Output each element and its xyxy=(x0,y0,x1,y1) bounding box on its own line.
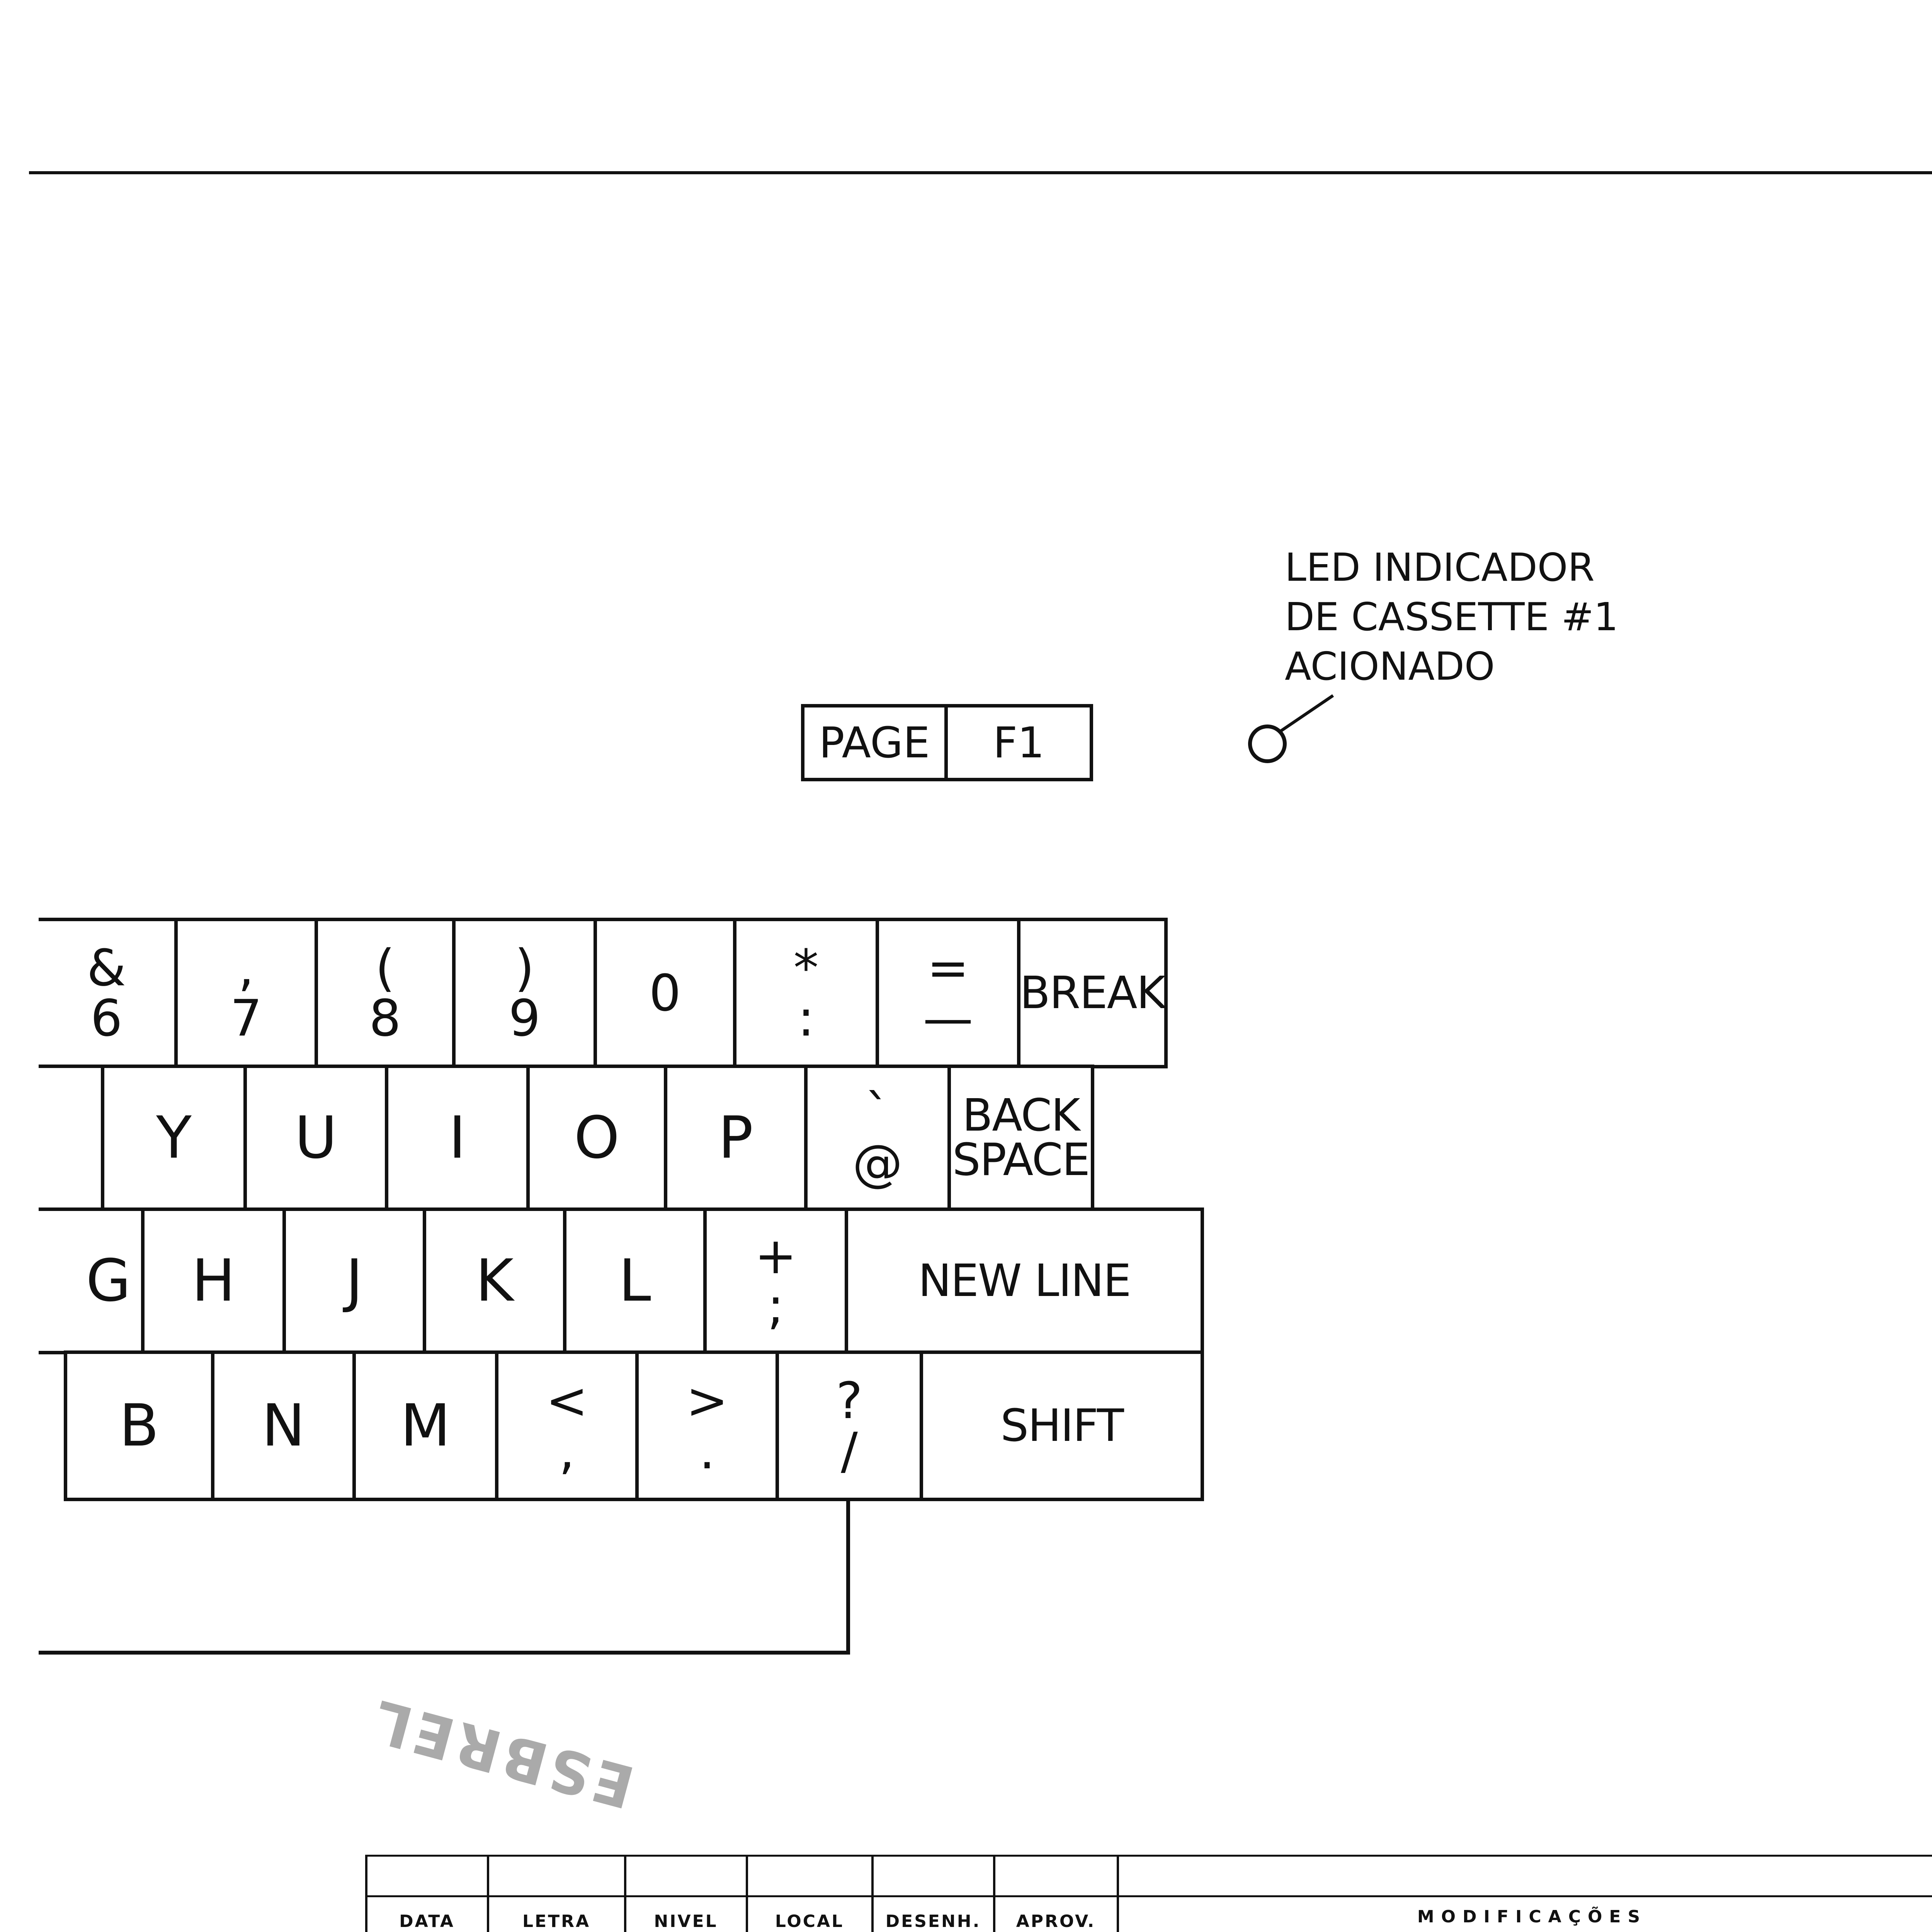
spacebar-right-edge xyxy=(846,1499,850,1654)
header-desenh: DESENH. xyxy=(885,1912,981,1931)
key-6[interactable] xyxy=(39,918,178,1068)
key-slash[interactable] xyxy=(776,1350,923,1501)
key-semicolon-shift: + xyxy=(755,1226,797,1285)
key-u-label: U xyxy=(294,1104,337,1172)
key-new-line-label: NEW LINE xyxy=(918,1255,1131,1307)
key-k-label: K xyxy=(475,1247,514,1315)
key-at-shift: ` xyxy=(865,1083,890,1142)
f1-key-label: F1 xyxy=(993,718,1045,767)
key-8-shift: ( xyxy=(375,939,395,997)
key-b-label: B xyxy=(119,1392,159,1459)
key-k[interactable] xyxy=(423,1208,566,1354)
key-9-shift: ) xyxy=(515,939,534,997)
key-j[interactable] xyxy=(282,1208,426,1354)
key-backspace[interactable] xyxy=(947,1065,1094,1211)
key-b[interactable] xyxy=(64,1350,214,1501)
key-break[interactable] xyxy=(1017,918,1168,1068)
key-0-main: 0 xyxy=(649,964,681,1022)
rev-line-1 xyxy=(365,1855,1932,1857)
key-shift-label: SHIFT xyxy=(1000,1400,1123,1452)
key-y-label: Y xyxy=(156,1104,192,1172)
key-colon-shift: * xyxy=(793,939,819,997)
key-break-label: BREAK xyxy=(1020,967,1165,1019)
key-p[interactable] xyxy=(664,1065,808,1211)
key-backspace-line-1: BACK xyxy=(962,1090,1080,1141)
page-key-label: PAGE xyxy=(819,718,930,767)
key-h-label: H xyxy=(192,1247,235,1315)
led-label-line-3: ACIONADO xyxy=(1285,644,1495,689)
key-period-main: . xyxy=(699,1422,715,1480)
key-semicolon-main: ; xyxy=(767,1277,784,1335)
key-period-shift: > xyxy=(686,1371,728,1430)
key-p-label: P xyxy=(718,1104,753,1172)
key-h[interactable] xyxy=(141,1208,286,1354)
key-minus-main: — xyxy=(923,989,973,1048)
key-7-shift: , xyxy=(238,939,254,997)
key-colon[interactable] xyxy=(733,918,879,1068)
header-aprov: APROV. xyxy=(1016,1912,1096,1931)
key-m-label: M xyxy=(400,1392,451,1459)
spacebar-bottom-edge xyxy=(39,1651,850,1655)
led-label-line-2: DE CASSETTE #1 xyxy=(1285,594,1619,639)
key-slash-main: / xyxy=(841,1422,858,1480)
key-8[interactable] xyxy=(315,918,456,1068)
key-comma-shift: < xyxy=(546,1371,588,1430)
key-n-label: N xyxy=(262,1392,305,1459)
key-shift[interactable] xyxy=(920,1350,1204,1501)
key-9-main: 9 xyxy=(509,989,541,1048)
key-row2-partial[interactable] xyxy=(39,1065,104,1211)
key-minus[interactable] xyxy=(876,918,1020,1068)
key-at[interactable] xyxy=(804,1065,951,1211)
key-backspace-line-2: SPACE xyxy=(952,1134,1090,1186)
key-u[interactable] xyxy=(243,1065,388,1211)
key-comma[interactable] xyxy=(495,1350,639,1501)
key-i-label: I xyxy=(449,1104,466,1172)
key-7[interactable] xyxy=(174,918,318,1068)
rev-line-2 xyxy=(365,1895,1932,1897)
key-slash-shift: ? xyxy=(836,1371,863,1430)
key-l-label: L xyxy=(619,1247,651,1315)
key-i[interactable] xyxy=(385,1065,530,1211)
key-new-line[interactable] xyxy=(845,1208,1204,1354)
key-minus-shift: = xyxy=(927,939,969,997)
key-j-label: J xyxy=(345,1247,363,1315)
key-semicolon[interactable] xyxy=(703,1208,848,1354)
header-data: DATA xyxy=(399,1912,455,1931)
key-comma-main: , xyxy=(559,1422,575,1480)
key-0[interactable] xyxy=(594,918,736,1068)
led-label-line-1: LED INDICADOR xyxy=(1285,545,1595,590)
header-modificacoes: MODIFICAÇÕES xyxy=(1417,1906,1647,1927)
key-g-label: G xyxy=(86,1247,131,1315)
key-7-main: 7 xyxy=(230,989,262,1048)
key-l[interactable] xyxy=(563,1208,707,1354)
header-nivel: NIVEL xyxy=(654,1912,718,1931)
key-m[interactable] xyxy=(352,1350,498,1501)
key-at-main: @ xyxy=(852,1134,903,1192)
header-local: LOCAL xyxy=(775,1912,844,1931)
key-colon-main: : xyxy=(798,989,815,1048)
key-9[interactable] xyxy=(452,918,597,1068)
key-o[interactable] xyxy=(526,1065,667,1211)
key-y[interactable] xyxy=(101,1065,247,1211)
key-n[interactable] xyxy=(211,1350,356,1501)
stamp-text: ESBREL xyxy=(363,1685,641,1821)
header-letra: LETRA xyxy=(522,1912,591,1931)
key-8-main: 8 xyxy=(369,989,401,1048)
key-period[interactable] xyxy=(635,1350,779,1501)
key-o-label: O xyxy=(574,1104,620,1172)
key-6-main: 6 xyxy=(90,989,122,1048)
key-6-shift: & xyxy=(87,939,126,997)
stamp xyxy=(363,1686,641,1821)
